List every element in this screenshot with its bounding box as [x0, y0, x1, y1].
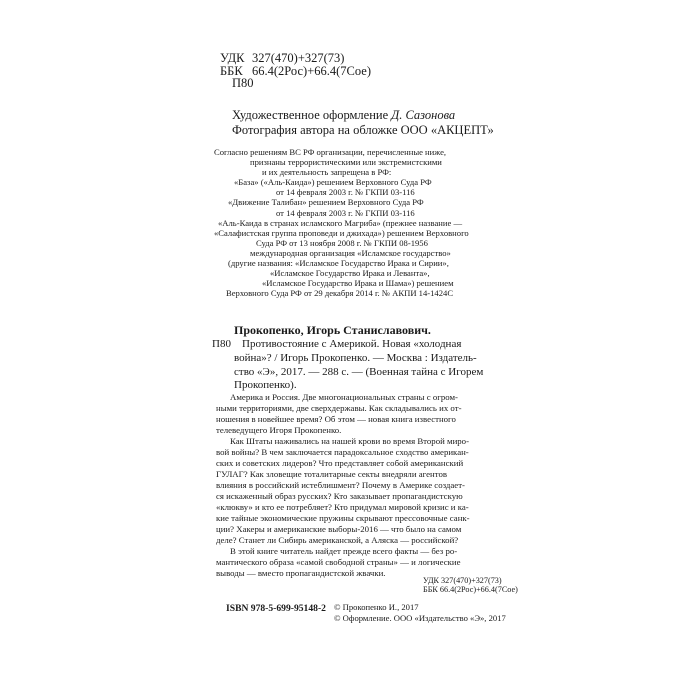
card-code: П80 — [212, 338, 231, 350]
bibliographic-description — [234, 338, 514, 393]
classification-codes-small — [423, 576, 518, 594]
notice-line: от 14 февраля 2003 г. № ГКПИ 03-116 — [276, 187, 415, 198]
annotation-line: В этой книге читатель найдет прежде всего факты — без ро- — [230, 546, 458, 556]
annotation — [216, 392, 516, 579]
notice-line: международная организация «Исламское государство» — [250, 247, 451, 258]
annotation-line: ными территориями, две сверхдержавы. Как складывались их от- — [216, 403, 462, 413]
annotation-line: ГУЛАГ? Как зловещие тоталитарные секты внедряли агентов — [216, 469, 448, 479]
udc-code: 327(470)+327(73) — [252, 51, 345, 65]
annotation-line: Как Штаты наживались на нашей крови во время Второй миро- — [230, 436, 470, 446]
classification-codes — [220, 52, 371, 90]
annotation-line: кие тайные экономические пружины скрывают прессовочные санк- — [216, 513, 470, 523]
udc-row — [220, 52, 371, 65]
notice-line: «База» («Аль-Каида») решением Верховного Суда РФ — [234, 177, 432, 188]
notice-line: «Движение Талибан» решением Верховного Суда РФ — [228, 197, 424, 208]
card-author: Прокопенко, Игорь Станиславович. — [234, 323, 431, 337]
notice-line: «Исламское Государство Ирака и Леванта», — [270, 268, 430, 279]
bbk-small: ББК 66.4(2Рос)+66.4(7Сое) — [423, 585, 518, 595]
isbn: ISBN 978-5-699-95148-2 — [226, 603, 326, 614]
notice-line: Суда РФ от 13 ноября 2008 г. № ГКПИ 08-1956 — [256, 237, 428, 248]
bbk-code: 66.4(2Рос)+66.4(7Сое) — [252, 63, 371, 78]
biblio-line: война»? / Игорь Прокопенко. — Москва : Издатель- — [234, 351, 477, 364]
annotation-line: телеведущего Игоря Прокопенко. — [216, 425, 342, 435]
annotation-line: выводы — вместо пропагандистской жвачки. — [216, 568, 386, 578]
annotation-line: ношения в новейшее время? Об этом — новая книга известного — [216, 414, 456, 424]
annotation-line: Америка и Россия. Две многонациональных страны с огром- — [230, 392, 458, 402]
photo-credit: Фотография автора на обложке ООО «АКЦЕПТ» — [232, 123, 494, 137]
biblio-line: ство «Э», 2017. — 288 с. — (Военная тайна с Игорем — [234, 365, 484, 378]
udc-label: УДК — [220, 51, 245, 65]
copyright-publisher: © Оформление. ООО «Издательство «Э», 2017 — [334, 613, 506, 623]
notice-line: признаны террористическими или экстремистскими — [250, 157, 442, 168]
author-mark-row — [220, 77, 371, 90]
banned-organizations-notice — [214, 147, 514, 298]
designer-name: Д. Сазонова — [391, 108, 456, 122]
annotation-line: деле? Станет ли Сибирь американской, а Аляска — российской? — [216, 535, 459, 545]
design-credit — [232, 108, 494, 123]
notice-line: от 14 февраля 2003 г. № ГКПИ 03-116 — [276, 207, 415, 218]
notice-line: «Салафистская группа проповеди и джихада») решением Верховного — [214, 227, 469, 238]
author-mark: П80 — [232, 76, 254, 90]
biblio-line: Прокопенко). — [234, 379, 297, 392]
notice-line: (другие названия: «Исламское Государство Ирака и Сирии», — [228, 258, 449, 269]
notice-line: и их деятельность запрещена в РФ: — [262, 167, 392, 178]
annotation-line: ских и советских лидеров? Что представляет собой американский — [216, 458, 464, 468]
bbk-label: ББК — [220, 63, 243, 78]
annotation-line: «клюкву» и кто ее потребляет? Кто придумал мировой кризис и ка- — [216, 502, 469, 512]
design-credit-prefix: Художественное оформление — [232, 108, 392, 122]
annotation-line: влияния в российский истеблишмент? Почему в Америке создает- — [216, 480, 465, 490]
credits — [232, 108, 494, 138]
biblio-line: Противостояние с Америкой. Новая «холодная — [242, 338, 462, 350]
notice-line: «Исламское Государство Ирака и Шама») решением — [262, 278, 454, 289]
copyright-author: © Прокопенко И., 2017 — [334, 602, 419, 612]
notice-line: Согласно решениям ВС РФ организации, перечисленные ниже, — [214, 147, 447, 157]
notice-line: Верховного Суда РФ от 29 декабря 2014 г. № АКПИ 14-1424С — [226, 288, 454, 299]
udc-small: УДК 327(470)+327(73) — [423, 576, 502, 585]
copyright — [334, 602, 506, 624]
annotation-line: вой войны? В чем заключается парадоксальное сходство американ- — [216, 447, 469, 457]
annotation-line: ся искаженный образ русских? Кто заказывает пропагандистскую — [216, 491, 463, 501]
annotation-line: ции? Хакеры и американские выборы-2016 — что было на самом — [216, 524, 462, 534]
annotation-line: мантического образа «самой свободной страны» — и логические — [216, 557, 461, 567]
notice-line: «Аль-Каида в странах исламского Магриба» (прежнее название — — [218, 217, 463, 228]
